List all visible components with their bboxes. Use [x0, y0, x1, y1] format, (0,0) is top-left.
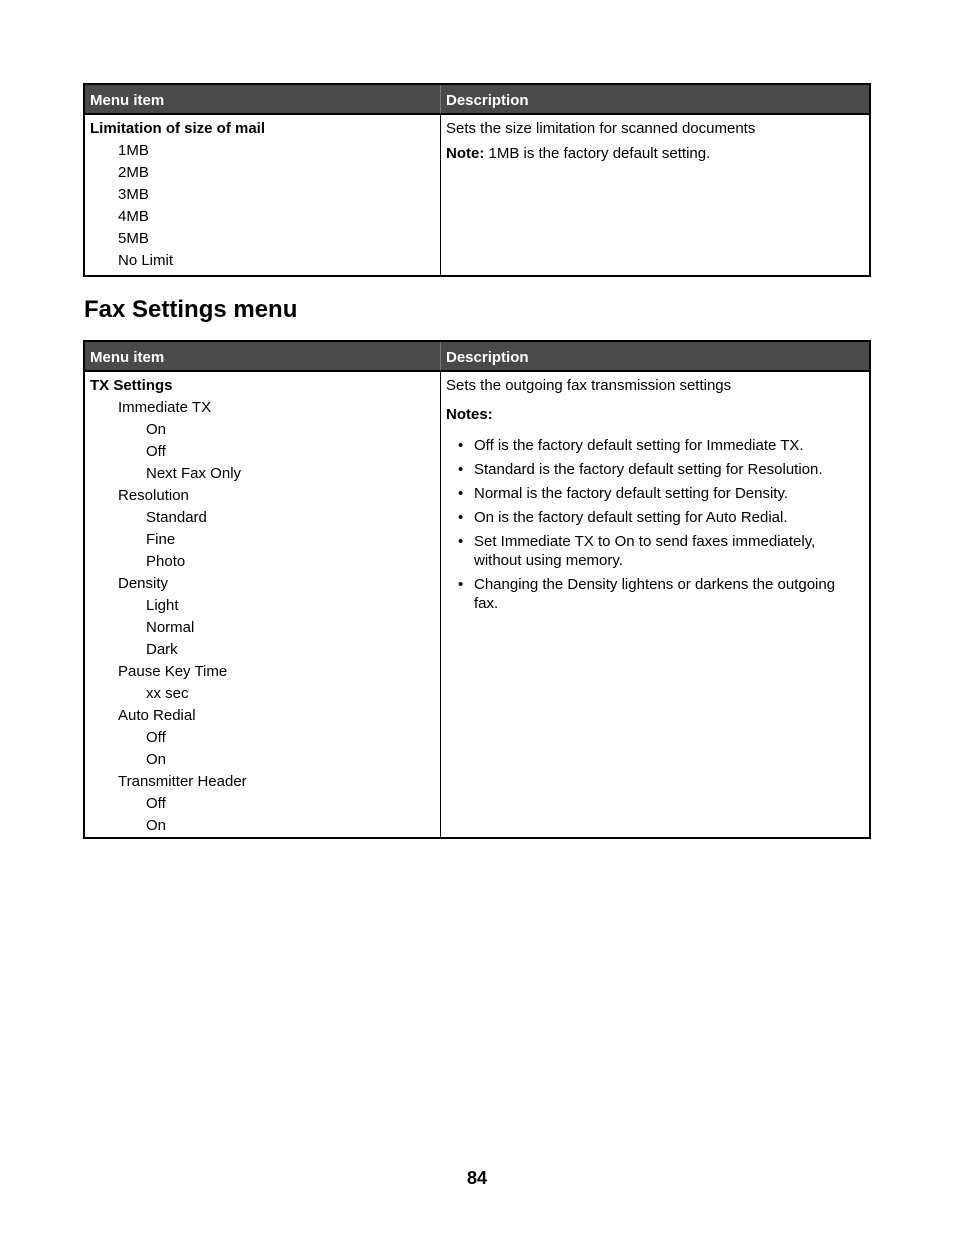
fax-settings-table — [83, 340, 871, 839]
menu-group-label: Auto Redial — [118, 707, 196, 724]
bullet-icon: • — [458, 533, 464, 550]
bullet-icon: • — [458, 576, 464, 593]
bullet-icon: • — [458, 437, 464, 454]
menu-option: Off — [146, 729, 166, 746]
menu-option: 2MB — [118, 164, 149, 181]
menu-group-label: Transmitter Header — [118, 773, 247, 790]
note-text: Off is the factory default setting for Immediate TX. — [474, 437, 804, 454]
list-item — [446, 575, 859, 613]
bullet-icon: • — [458, 461, 464, 478]
section-heading: Fax Settings menu — [84, 296, 298, 323]
note-label: Note: — [446, 145, 485, 162]
table-header — [85, 85, 869, 115]
menu-option: Light — [146, 597, 179, 614]
description-cell — [441, 372, 869, 837]
note-text: Normal is the factory default setting for Density. — [474, 485, 789, 502]
menu-option: 5MB — [118, 230, 149, 247]
description-header: Description — [446, 92, 529, 109]
menu-option: Dark — [146, 641, 178, 658]
menu-option: On — [146, 817, 167, 834]
menu-item-header: Menu item — [85, 85, 441, 113]
notes-label: Notes: — [446, 406, 493, 423]
menu-item-header: Menu item — [85, 342, 441, 370]
menu-option: Standard — [146, 509, 207, 526]
bullet-icon: • — [458, 485, 464, 502]
menu-option: On — [146, 751, 167, 768]
menu-option: 1MB — [118, 142, 149, 159]
size-limit-table — [83, 83, 871, 277]
note — [446, 146, 859, 162]
menu-option: Photo — [146, 553, 186, 570]
menu-item-cell — [85, 372, 441, 837]
menu-group-label: Resolution — [118, 487, 189, 504]
menu-option: 4MB — [118, 208, 149, 225]
menu-option: Off — [146, 443, 166, 460]
description-text: Sets the outgoing fax transmission settings — [446, 377, 732, 394]
note-text: On is the factory default setting for Auto Redial. — [474, 509, 788, 526]
menu-option: Next Fax Only — [146, 465, 242, 482]
table-row — [85, 115, 869, 275]
description-text: Sets the size limitation for scanned documents — [446, 120, 756, 137]
description-cell — [441, 115, 869, 275]
menu-group-label: Pause Key Time — [118, 663, 228, 680]
menu-option: No Limit — [118, 252, 174, 269]
page-number: 84 — [466, 1168, 488, 1188]
list-item — [446, 484, 859, 503]
note-text: Set Immediate TX to On to send faxes immediately, without using memory. — [474, 533, 816, 569]
menu-group-label: Density — [118, 575, 169, 592]
menu-title: TX Settings — [90, 377, 173, 394]
menu-option: 3MB — [118, 186, 149, 203]
table-row — [85, 372, 869, 837]
list-item — [446, 460, 859, 479]
menu-item-cell — [85, 115, 441, 275]
menu-option: On — [146, 421, 167, 438]
menu-group-label: Immediate TX — [118, 399, 212, 416]
menu-option: Normal — [146, 619, 195, 636]
list-item — [446, 508, 859, 527]
menu-option: Fine — [146, 531, 176, 548]
menu-option: xx sec — [146, 685, 189, 702]
menu-title: Limitation of size of mail — [90, 120, 266, 137]
table-header — [85, 342, 869, 372]
bullet-icon: • — [458, 509, 464, 526]
list-item — [446, 436, 859, 455]
list-item — [446, 532, 859, 570]
description-header: Description — [446, 349, 529, 366]
menu-option: Off — [146, 795, 166, 812]
note-text: Changing the Density lightens or darkens the outgoing fax. — [474, 576, 836, 612]
notes-list — [446, 436, 859, 613]
note-text: 1MB is the factory default setting. — [488, 145, 711, 162]
note-text: Standard is the factory default setting for Resolution. — [474, 461, 823, 478]
